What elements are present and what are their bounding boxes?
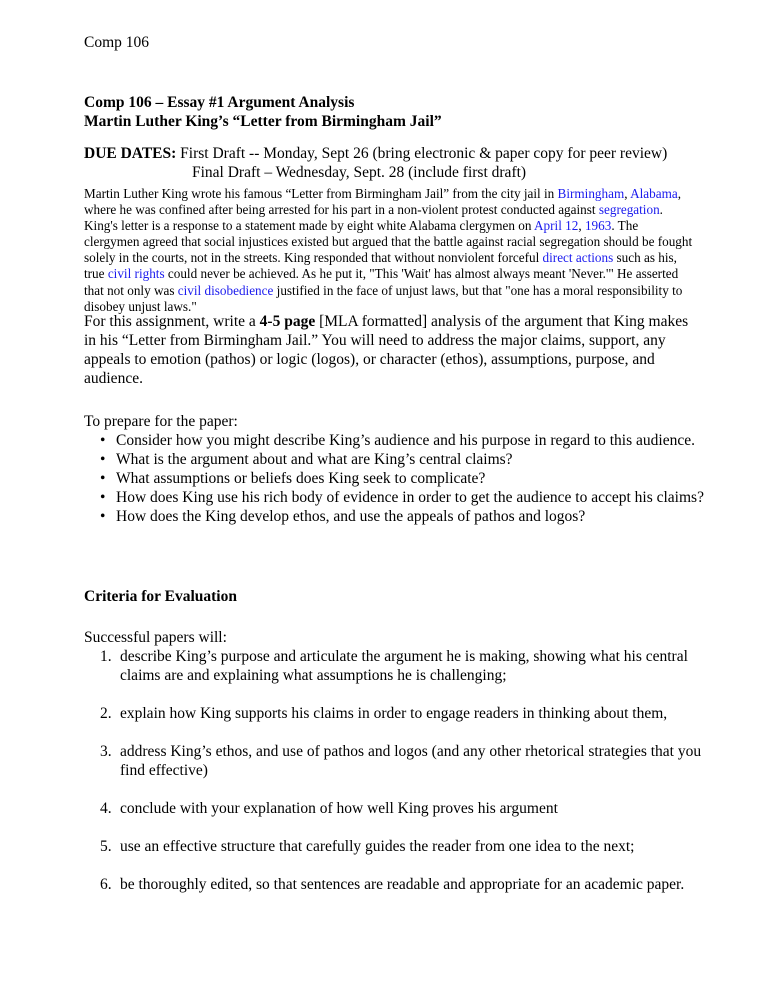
item-number: 5.: [100, 838, 112, 855]
list-item: • Consider how you might describe King’s audience and his purpose in regard to this audience.: [86, 431, 704, 450]
intro-text: ,: [624, 186, 631, 201]
assignment-title: [84, 93, 442, 131]
success-section: [84, 628, 704, 913]
final-draft-date: Final Draft – Wednesday, Sept. 28 (include first draft): [192, 164, 527, 181]
item-text: address King’s ethos, and use of pathos and logos (and any other rhetorical strategies that you find effective): [120, 743, 702, 779]
list-item: • What assumptions or beliefs does King seek to complicate?: [86, 469, 704, 488]
intro-text: justified in the face of unjust laws, but that "one has a moral responsibility to disobey unjust laws.": [84, 282, 683, 314]
due-dates-label: DUE DATES:: [84, 145, 177, 162]
due-dates: [84, 144, 667, 182]
item-text: explain how King supports his claims in order to engage readers in thinking about them,: [120, 705, 668, 722]
link-alabama[interactable]: Alabama: [630, 186, 678, 201]
criteria-list: [84, 647, 704, 894]
page-header: Comp 106: [84, 34, 150, 51]
item-text: be thoroughly edited, so that sentences are readable and appropriate for an academic paper.: [120, 876, 685, 893]
success-heading: Successful papers will:: [84, 629, 227, 646]
assignment-text: For this assignment, write a: [84, 313, 260, 330]
title-line-2: Martin Luther King’s “Letter from Birmingham Jail”: [84, 113, 442, 130]
item-text: conclude with your explanation of how well King proves his argument: [120, 800, 558, 817]
link-direct-actions[interactable]: direct actions: [542, 250, 614, 266]
item-text: use an effective structure that carefully guides the reader from one idea to the next;: [120, 838, 635, 855]
list-item: [84, 837, 704, 856]
intro-text: , where he was confined after being arrested for his part in a non-violent protest conducted against: [84, 186, 681, 218]
item-number: 6.: [100, 876, 112, 893]
intro-text: ,: [578, 218, 585, 234]
item-text: describe King’s purpose and articulate the argument he is making, showing what his central claims are and explaining what assumptions he is challenging;: [120, 648, 688, 684]
list-item: [84, 704, 704, 723]
list-item: [84, 742, 704, 780]
list-item: • What is the argument about and what are King’s central claims?: [86, 450, 704, 469]
intro-paragraph: [84, 186, 694, 315]
link-april-12[interactable]: April 12: [534, 218, 579, 234]
item-number: 4.: [100, 800, 112, 817]
assignment-paragraph: [84, 312, 704, 388]
list-item: [84, 647, 704, 685]
link-1963[interactable]: 1963: [584, 218, 612, 234]
link-civil-rights[interactable]: civil rights: [107, 266, 165, 282]
first-draft-date: First Draft -- Monday, Sept 26 (bring electronic & paper copy for peer review): [180, 145, 668, 162]
intro-text: Martin Luther King wrote his famous “Letter from Birmingham Jail” from the city jail in: [84, 186, 558, 201]
item-number: 3.: [100, 743, 112, 760]
item-number: 2.: [100, 705, 112, 722]
list-item: • How does King use his rich body of evidence in order to get the audience to accept his claims?: [86, 488, 704, 507]
link-birmingham[interactable]: Birmingham: [557, 186, 625, 201]
intro-text: . King's letter is a response to a statement made by eight white Alabama clergymen on: [84, 202, 663, 234]
assignment-text: [MLA formatted] analysis of the argument that King makes in his “Letter from Birmingham Jail.” You will need to address the major claims, support, any appeals to emotion (pathos) or logic (logos), or character (ethos), assumptions, purpose, and audience.: [84, 313, 689, 387]
list-item: [84, 875, 704, 894]
preparation-heading: To prepare for the paper:: [84, 413, 238, 430]
preparation-list: [84, 431, 704, 526]
title-line-1: Comp 106 – Essay #1 Argument Analysis: [84, 94, 355, 111]
list-item: • How does the King develop ethos, and use the appeals of pathos and logos?: [86, 507, 704, 526]
intro-text: could never be achieved. As he put it, "This 'Wait' has almost always meant 'Never.'" He asserted that not only was: [84, 266, 679, 298]
intro-text: . The clergymen agreed that social injustices existed but argued that the battle against racial segregation should be fought solely in the courts, not in the streets. King responded that without nonviolent forceful: [84, 218, 693, 266]
list-item: [84, 799, 704, 818]
criteria-heading: Criteria for Evaluation: [84, 588, 237, 605]
item-number: 1.: [100, 648, 112, 665]
preparation-section: [84, 412, 704, 526]
link-segregation[interactable]: segregation: [598, 202, 660, 218]
link-civil-disobedience[interactable]: civil disobedience: [177, 282, 274, 298]
intro-text: such as his, true: [84, 250, 677, 282]
page-length: 4-5 page: [259, 313, 316, 330]
